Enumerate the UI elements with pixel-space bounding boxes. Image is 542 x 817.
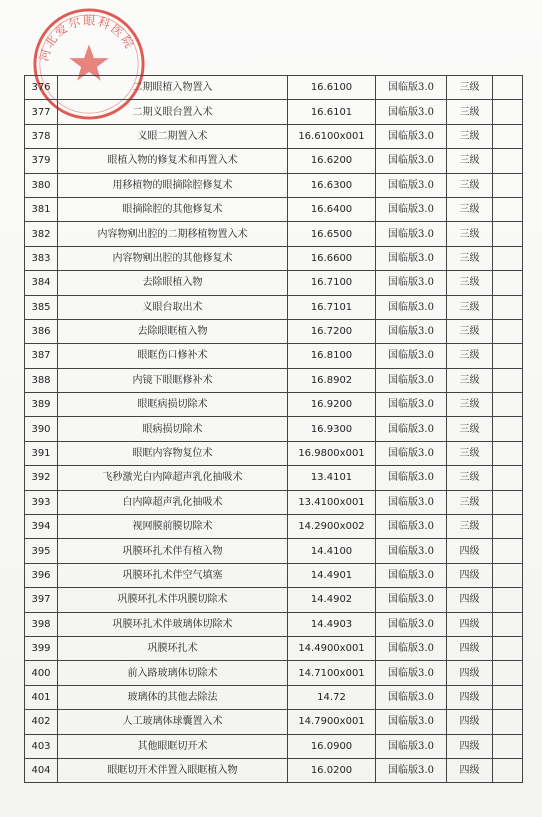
procedure-name: 眼眶病损切除术: [58, 393, 288, 417]
blank-cell: [493, 246, 523, 270]
surgery-grade: 三级: [447, 100, 493, 124]
procedure-name: 眼眶切开术伴置入眼眶植入物: [58, 758, 288, 782]
procedure-name: 人工玻璃体球囊置入术: [58, 710, 288, 734]
procedure-code: 16.0900: [288, 734, 376, 758]
procedure-code: 16.6600: [288, 246, 376, 270]
surgery-grade: 四级: [447, 758, 493, 782]
row-number: 389: [25, 393, 58, 417]
blank-cell: [493, 734, 523, 758]
code-version: 国临版3.0: [376, 149, 447, 173]
blank-cell: [493, 124, 523, 148]
row-number: 378: [25, 124, 58, 148]
table-row: [25, 344, 523, 368]
procedure-name: 视网膜前膜切除术: [58, 515, 288, 539]
procedure-code: 16.6200: [288, 149, 376, 173]
blank-cell: [493, 441, 523, 465]
row-number: 385: [25, 295, 58, 319]
table-row: [25, 758, 523, 782]
procedure-code: 14.4900x001: [288, 636, 376, 660]
blank-cell: [493, 368, 523, 392]
surgery-grade: 四级: [447, 734, 493, 758]
blank-cell: [493, 100, 523, 124]
surgery-grade: 三级: [447, 441, 493, 465]
table-row: [25, 149, 523, 173]
table-row: [25, 368, 523, 392]
procedure-name: 前入路玻璃体切除术: [58, 661, 288, 685]
procedure-code: 14.7100x001: [288, 661, 376, 685]
code-version: 国临版3.0: [376, 246, 447, 270]
blank-cell: [493, 466, 523, 490]
procedure-code: 16.8100: [288, 344, 376, 368]
row-number: 403: [25, 734, 58, 758]
row-number: 390: [25, 417, 58, 441]
row-number: 384: [25, 271, 58, 295]
procedure-name: 巩膜环扎术伴空气填塞: [58, 563, 288, 587]
row-number: 377: [25, 100, 58, 124]
table-row: [25, 76, 523, 100]
table-row: [25, 417, 523, 441]
table-row: [25, 466, 523, 490]
procedure-name: 二期义眼台置入术: [58, 100, 288, 124]
procedure-code: 16.6500: [288, 222, 376, 246]
surgery-grade: 四级: [447, 661, 493, 685]
code-version: 国临版3.0: [376, 124, 447, 148]
surgery-grade: 三级: [447, 490, 493, 514]
code-version: 国临版3.0: [376, 612, 447, 636]
surgery-grade: 四级: [447, 710, 493, 734]
procedure-name: 眼眶内容物复位术: [58, 441, 288, 465]
procedure-code: 14.4902: [288, 588, 376, 612]
procedure-name: 二期眼植入物置入: [58, 76, 288, 100]
surgery-grade: 三级: [447, 417, 493, 441]
table-row: [25, 295, 523, 319]
table-row: [25, 173, 523, 197]
row-number: 398: [25, 612, 58, 636]
blank-cell: [493, 636, 523, 660]
procedure-name: 眼眶伤口修补术: [58, 344, 288, 368]
table-row: [25, 319, 523, 343]
procedure-code: 16.6400: [288, 197, 376, 221]
procedure-code: 16.6300: [288, 173, 376, 197]
table-row: [25, 734, 523, 758]
surgery-grade: 三级: [447, 173, 493, 197]
procedure-name: 巩膜环扎术伴有植入物: [58, 539, 288, 563]
row-number: 376: [25, 76, 58, 100]
procedure-code: 14.4100: [288, 539, 376, 563]
row-number: 396: [25, 563, 58, 587]
row-number: 394: [25, 515, 58, 539]
row-number: 400: [25, 661, 58, 685]
procedure-code: 16.6100x001: [288, 124, 376, 148]
procedure-code: 14.4903: [288, 612, 376, 636]
procedure-code: 16.7200: [288, 319, 376, 343]
procedure-name: 内容物剜出腔的其他修复术: [58, 246, 288, 270]
procedure-name: 用移植物的眼摘除腔修复术: [58, 173, 288, 197]
code-version: 国临版3.0: [376, 466, 447, 490]
code-version: 国临版3.0: [376, 417, 447, 441]
blank-cell: [493, 222, 523, 246]
surgery-grade: 三级: [447, 393, 493, 417]
procedure-code: 16.9800x001: [288, 441, 376, 465]
procedure-name: 巩膜环扎术伴巩膜切除术: [58, 588, 288, 612]
row-number: 388: [25, 368, 58, 392]
code-version: 国临版3.0: [376, 173, 447, 197]
table-row: [25, 710, 523, 734]
table-row: [25, 612, 523, 636]
blank-cell: [493, 539, 523, 563]
procedure-name: 其他眼眶切开术: [58, 734, 288, 758]
code-version: 国临版3.0: [376, 441, 447, 465]
surgery-grade: 三级: [447, 515, 493, 539]
row-number: 393: [25, 490, 58, 514]
procedure-code: 14.7900x001: [288, 710, 376, 734]
row-number: 395: [25, 539, 58, 563]
code-version: 国临版3.0: [376, 319, 447, 343]
surgery-grade: 三级: [447, 246, 493, 270]
procedure-name: 玻璃体的其他去除法: [58, 685, 288, 709]
row-number: 380: [25, 173, 58, 197]
surgery-grade: 三级: [447, 222, 493, 246]
table-row: [25, 661, 523, 685]
code-version: 国临版3.0: [376, 685, 447, 709]
procedure-code: 16.7101: [288, 295, 376, 319]
code-version: 国临版3.0: [376, 515, 447, 539]
procedure-name: 眼摘除腔的其他修复术: [58, 197, 288, 221]
code-version: 国临版3.0: [376, 393, 447, 417]
blank-cell: [493, 710, 523, 734]
table-row: [25, 636, 523, 660]
blank-cell: [493, 271, 523, 295]
code-version: 国临版3.0: [376, 368, 447, 392]
row-number: 386: [25, 319, 58, 343]
code-version: 国临版3.0: [376, 661, 447, 685]
blank-cell: [493, 295, 523, 319]
surgery-grade: 三级: [447, 271, 493, 295]
table-row: [25, 246, 523, 270]
surgery-grade: 三级: [447, 344, 493, 368]
row-number: 402: [25, 710, 58, 734]
row-number: 387: [25, 344, 58, 368]
table-row: [25, 222, 523, 246]
table-row: [25, 100, 523, 124]
code-version: 国临版3.0: [376, 100, 447, 124]
row-number: 381: [25, 197, 58, 221]
procedure-code: 16.6100: [288, 76, 376, 100]
code-version: 国临版3.0: [376, 539, 447, 563]
code-version: 国临版3.0: [376, 636, 447, 660]
code-version: 国临版3.0: [376, 76, 447, 100]
procedure-code: 14.4901: [288, 563, 376, 587]
procedure-name: 巩膜环扎术伴玻璃体切除术: [58, 612, 288, 636]
blank-cell: [493, 344, 523, 368]
code-version: 国临版3.0: [376, 295, 447, 319]
table-row: [25, 685, 523, 709]
surgery-grade: 三级: [447, 124, 493, 148]
svg-text:河北爱尔眼科医院: 河北爱尔眼科医院: [36, 13, 138, 63]
blank-cell: [493, 173, 523, 197]
procedure-name: 飞秒激光白内障超声乳化抽吸术: [58, 466, 288, 490]
surgery-grade: 四级: [447, 612, 493, 636]
surgery-grade: 四级: [447, 588, 493, 612]
procedure-code: 16.7100: [288, 271, 376, 295]
procedure-name: 内镜下眼眶修补术: [58, 368, 288, 392]
surgery-catalog-table: [24, 75, 523, 783]
row-number: 399: [25, 636, 58, 660]
surgery-grade: 四级: [447, 563, 493, 587]
table-row: [25, 539, 523, 563]
blank-cell: [493, 563, 523, 587]
surgery-grade: 三级: [447, 76, 493, 100]
procedure-code: 14.72: [288, 685, 376, 709]
procedure-code: 16.6101: [288, 100, 376, 124]
procedure-name: 白内障超声乳化抽吸术: [58, 490, 288, 514]
row-number: 383: [25, 246, 58, 270]
procedure-name: 巩膜环扎术: [58, 636, 288, 660]
surgery-grade: 三级: [447, 319, 493, 343]
row-number: 391: [25, 441, 58, 465]
blank-cell: [493, 612, 523, 636]
code-version: 国临版3.0: [376, 222, 447, 246]
surgery-grade: 三级: [447, 466, 493, 490]
procedure-code: 16.8902: [288, 368, 376, 392]
procedure-name: 去除眼眶植入物: [58, 319, 288, 343]
code-version: 国临版3.0: [376, 563, 447, 587]
code-version: 国临版3.0: [376, 271, 447, 295]
surgery-grade: 三级: [447, 197, 493, 221]
surgery-grade: 四级: [447, 539, 493, 563]
procedure-code: 14.2900x002: [288, 515, 376, 539]
procedure-name: 义眼台取出术: [58, 295, 288, 319]
blank-cell: [493, 149, 523, 173]
procedure-name: 去除眼植入物: [58, 271, 288, 295]
procedure-name: 内容物剜出腔的二期移植物置入术: [58, 222, 288, 246]
code-version: 国临版3.0: [376, 734, 447, 758]
procedure-name: 眼植入物的修复术和再置入术: [58, 149, 288, 173]
procedure-code: 16.9200: [288, 393, 376, 417]
table-row: [25, 197, 523, 221]
row-number: 401: [25, 685, 58, 709]
blank-cell: [493, 417, 523, 441]
surgery-grade: 三级: [447, 149, 493, 173]
blank-cell: [493, 490, 523, 514]
blank-cell: [493, 661, 523, 685]
row-number: 382: [25, 222, 58, 246]
table-row: [25, 441, 523, 465]
row-number: 397: [25, 588, 58, 612]
blank-cell: [493, 76, 523, 100]
procedure-code: 13.4100x001: [288, 490, 376, 514]
surgery-grade: 四级: [447, 685, 493, 709]
blank-cell: [493, 685, 523, 709]
blank-cell: [493, 515, 523, 539]
table-row: [25, 588, 523, 612]
table-row: [25, 515, 523, 539]
row-number: 404: [25, 758, 58, 782]
blank-cell: [493, 758, 523, 782]
table-row: [25, 124, 523, 148]
code-version: 国临版3.0: [376, 710, 447, 734]
table-row: [25, 393, 523, 417]
code-version: 国临版3.0: [376, 344, 447, 368]
code-version: 国临版3.0: [376, 490, 447, 514]
surgery-grade: 三级: [447, 368, 493, 392]
blank-cell: [493, 393, 523, 417]
code-version: 国临版3.0: [376, 588, 447, 612]
blank-cell: [493, 588, 523, 612]
surgery-grade: 三级: [447, 295, 493, 319]
table-row: [25, 271, 523, 295]
blank-cell: [493, 197, 523, 221]
code-version: 国临版3.0: [376, 758, 447, 782]
procedure-code: 16.9300: [288, 417, 376, 441]
surgery-grade: 四级: [447, 636, 493, 660]
procedure-name: 眼病损切除术: [58, 417, 288, 441]
procedure-name: 义眼二期置入术: [58, 124, 288, 148]
row-number: 392: [25, 466, 58, 490]
table-row: [25, 490, 523, 514]
blank-cell: [493, 319, 523, 343]
code-version: 国临版3.0: [376, 197, 447, 221]
table-row: [25, 563, 523, 587]
row-number: 379: [25, 149, 58, 173]
procedure-code: 16.0200: [288, 758, 376, 782]
procedure-code: 13.4101: [288, 466, 376, 490]
